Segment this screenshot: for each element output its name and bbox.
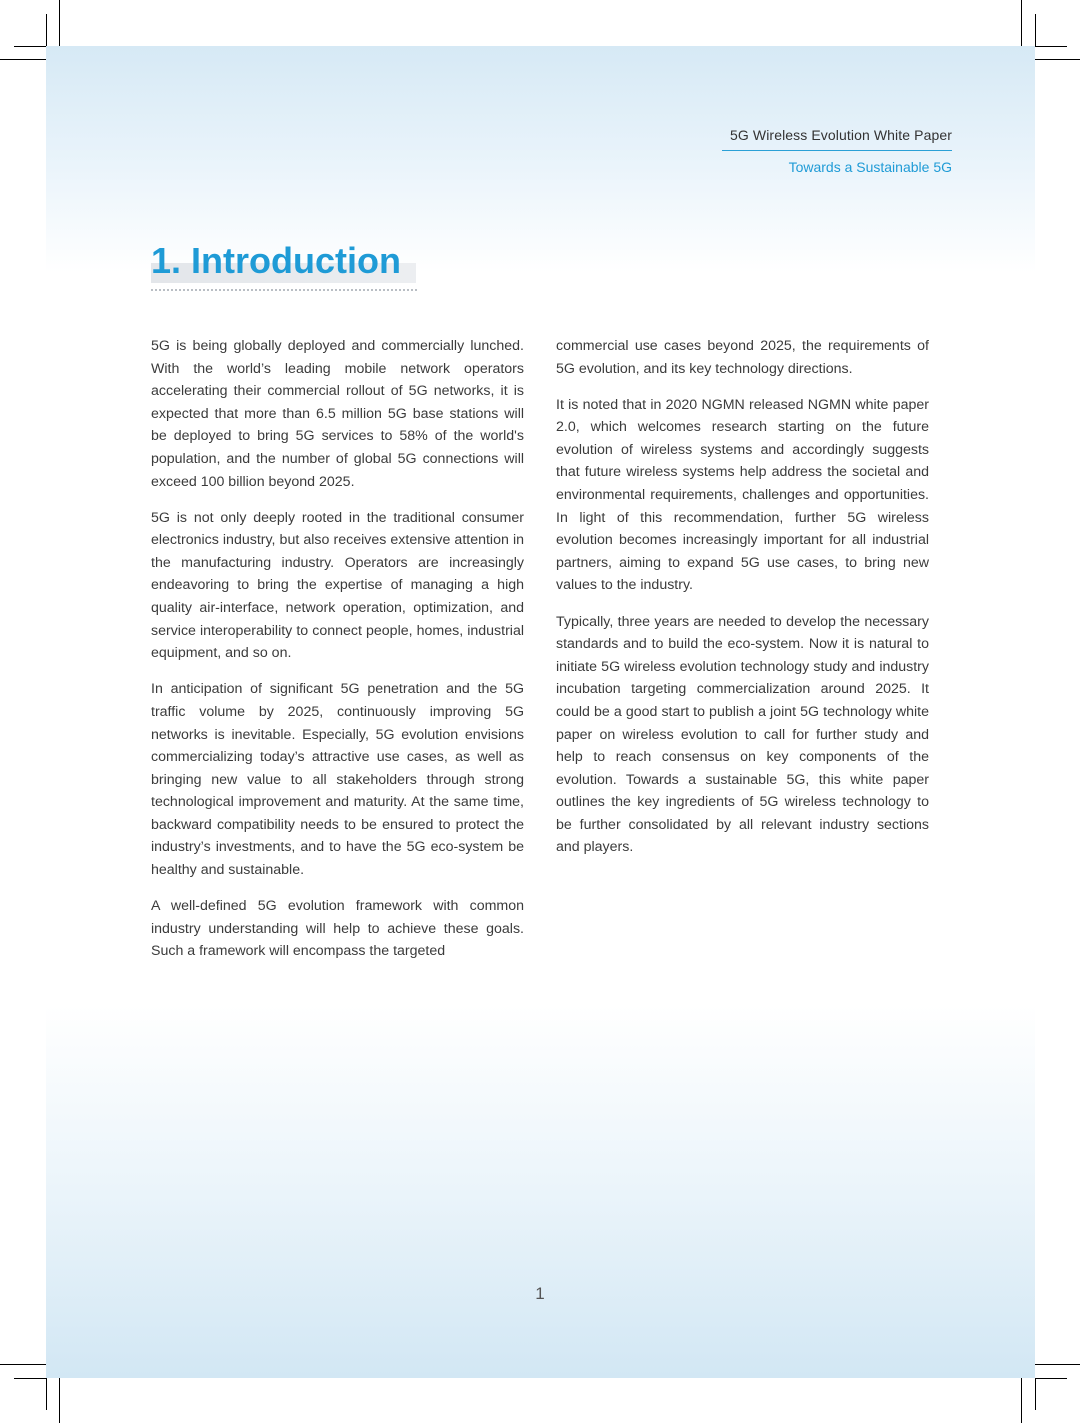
title-dotted-rule: [151, 289, 417, 291]
crop-mark: [1035, 1378, 1036, 1410]
paragraph: 5G is being globally deployed and commercially lunched. With the world’s leading mobile network operators accelerating their commercial rollout of 5G networks, it is expected that more than 6.5 million 5G base stations will be deployed to bring 5G services to 58% of the world's population, and the number of global 5G connections will exceed 100 billion beyond 2025.: [151, 338, 524, 490]
crop-mark: [1035, 46, 1067, 47]
paragraph: commercial use cases beyond 2025, the requirements of 5G evolution, and its key technology directions.: [556, 338, 929, 377]
crop-mark: [1021, 0, 1022, 46]
document-title: 5G Wireless Evolution White Paper: [730, 127, 952, 143]
section-title: 1. Introduction: [151, 240, 401, 281]
page-number: 1: [535, 1284, 545, 1303]
crop-mark: [14, 46, 46, 47]
crop-mark: [14, 1378, 46, 1379]
paragraph: It is noted that in 2020 NGMN released NGMN white paper 2.0, which welcomes research starting on the future evolution of wireless systems and accordingly suggests that future wireless systems help address the societal and environmental requirements, challenges and opportunities. In light of this recommendation, further 5G wireless evolution becomes increasingly important for all industrial partners, aiming to expand 5G use cases, to bring new values to the industry.: [556, 396, 929, 594]
crop-mark: [0, 59, 46, 60]
crop-mark: [1035, 1378, 1067, 1379]
paragraph: A well-defined 5G evolution framework with common industry understanding will help to achieve these goals. Such a framework will encompass the targeted: [151, 898, 524, 960]
crop-mark: [0, 1364, 46, 1365]
right-column: [556, 335, 929, 873]
crop-mark: [46, 14, 47, 46]
crop-mark: [1035, 59, 1080, 60]
crop-mark: [59, 1378, 60, 1423]
paragraph: In anticipation of significant 5G penetration and the 5G traffic volume by 2025, continuously improving 5G networks is inevitable. Especially, 5G evolution envisions commercializing today’s attractive use cases, as well as bringing new value to all stakeholders through strong technological improvement and maturity. At the same time, backward compatibility needs to be ensured to protect the industry’s investments, and to have the 5G eco-system be healthy and sustainable.: [151, 681, 524, 879]
crop-mark: [1035, 14, 1036, 46]
crop-mark: [1021, 1378, 1022, 1423]
crop-mark: [59, 0, 60, 46]
paragraph: 5G is not only deeply rooted in the traditional consumer electronics industry, but also receives extensive attention in the manufacturing industry. Operators are increasingly endeavoring to bring the expertise of managing a high quality air-interface, network operation, optimization, and service interoperability to connect people, homes, industrial equipment, and so on.: [151, 509, 524, 662]
header-divider: [722, 150, 952, 151]
document-subtitle: Towards a Sustainable 5G: [788, 159, 952, 175]
crop-mark: [46, 1378, 47, 1410]
crop-mark: [1035, 1364, 1080, 1365]
paragraph: Typically, three years are needed to develop the necessary standards and to build the eco-system. Now it is natural to initiate 5G wireless evolution technology study and industry incubation targeting commercialization around 2025. It could be a good start to publish a joint 5G technology white paper on wireless evolution to call for further study and help to reach consensus on key components of the evolution. Towards a sustainable 5G, this white paper outlines the key ingredients of 5G wireless technology to be further consolidated by all relevant industry sections and players.: [556, 613, 929, 856]
left-column: [151, 335, 524, 976]
running-header: [722, 127, 952, 175]
